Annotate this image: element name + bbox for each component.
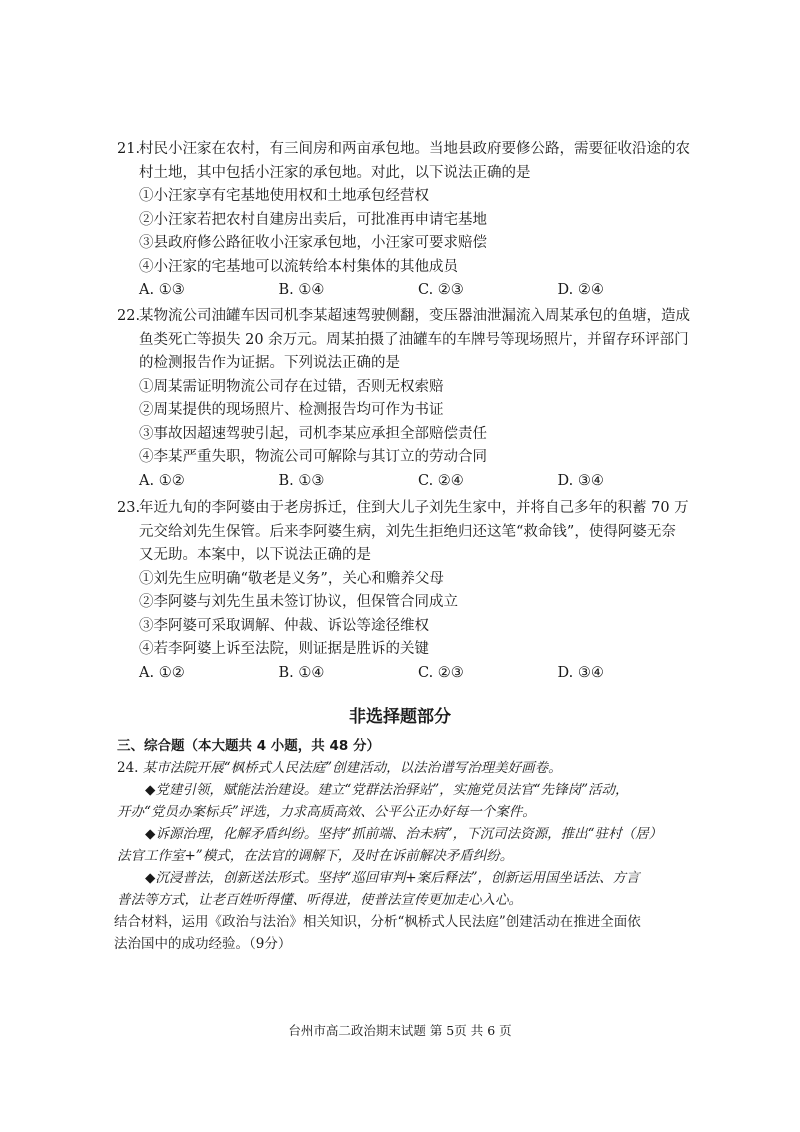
choice-c: C. ②④ [418, 472, 464, 489]
choice-a: A. ①② [139, 664, 185, 681]
option-2: ②周某提供的现场照片、检测报告均可作为书证 [139, 402, 444, 418]
question-22 [117, 305, 697, 493]
material-point-3-cont: 普法等方式，让老百姓听得懂、听得进，使普法宣传更加走心入心。 [117, 892, 522, 908]
question-24-intro: 某市法院开展“枫桥式人民法庭”创建活动，以法治谱写治理美好画卷。 [142, 760, 562, 776]
question-number: 21. [117, 141, 141, 157]
material-point-2-cont: 法官工作室+”模式，在法官的调解下，及时在诉前解决矛盾纠纷。 [117, 848, 514, 864]
choice-c: C. ②③ [418, 664, 464, 681]
task-line-2: 法治国中的成功经验。（9分） [114, 936, 292, 952]
question-24-intro-line [117, 757, 707, 779]
option-3: ③李阿婆可采取调解、仲裁、诉讼等途径维权 [139, 617, 429, 634]
question-21 [117, 138, 697, 303]
option-1: ①刘先生应明确“敬老是义务”，关心和赡养父母 [139, 570, 444, 587]
stem-line: 的检测报告作为证据。下列说法正确的是 [139, 355, 400, 371]
choice-b: B. ①④ [278, 282, 325, 298]
question-number: 24. [117, 760, 139, 776]
material-point-3: ◆沉浸普法，创新送法形式。坚持“巡回审判+案后释法”，创新运用国坐话法、方言 [145, 870, 640, 886]
option-4: ④小汪家的宅基地可以流转给本村集体的其他成员 [139, 258, 458, 275]
comprehensive-section [114, 735, 707, 955]
option-3: ③事故因超速驾驶引起，司机李某应承担全部赔偿责任 [139, 425, 487, 442]
question-22-stem [117, 305, 697, 329]
section-title: 非选择题部分 [349, 707, 451, 727]
material-point-2: ◆诉源治理，化解矛盾纠纷。坚持“抓前端、治未病”，下沉司法资源，推出“驻村（居） [145, 826, 663, 842]
option-1: ①小汪家享有宅基地使用权和土地承包经营权 [139, 188, 429, 204]
choice-a: A. ①② [139, 472, 185, 489]
answer-choices [117, 662, 697, 686]
answer-choices [117, 470, 697, 494]
choice-d: D. ③④ [557, 472, 604, 489]
stem-line: 某物流公司油罐车因司机李某超速驾驶侧翻，变压器油泄漏流入周某承包的鱼塘，造成 [139, 308, 690, 324]
answer-choices [117, 279, 697, 303]
stem-line: 又无助。本案中，以下说法正确的是 [139, 547, 371, 563]
stem-line: 村土地，其中包括小汪家的承包地。对此，以下说法正确的是 [139, 164, 531, 181]
page-footer: 台州市高二政治期末试题 第 5页 共 6 页 [288, 1023, 512, 1038]
choice-d: D. ②④ [557, 282, 604, 298]
option-4: ④若李阿婆上诉至法院，则证据是胜诉的关键 [139, 641, 429, 657]
choice-b: B. ①④ [278, 664, 325, 681]
stem-line: 元交给刘先生保管。后来李阿婆生病，刘先生拒绝归还这笔“救命钱”，使得阿婆无奈 [139, 523, 676, 540]
question-23 [117, 497, 697, 685]
section-heading: 三、综合题（本大题共 4 小题，共 48 分） [117, 738, 380, 754]
option-1: ①周某需证明物流公司存在过错，否则无权索赔 [139, 378, 444, 395]
task-line-1: 结合材料，运用《政治与法治》相关知识，分析“枫桥式人民法庭”创建活动在推进全面依 [114, 914, 641, 930]
question-21-stem [117, 138, 697, 162]
choice-a: A. ①③ [139, 282, 185, 298]
stem-line: 年近九旬的李阿婆由于老房拆迁，住到大儿子刘先生家中，并将自己多年的积蓄 70 万 [139, 500, 689, 516]
option-2: ②李阿婆与刘先生虽未签订协议，但保管合同成立 [139, 594, 458, 610]
question-number: 23. [117, 500, 141, 516]
stem-line: 村民小汪家在农村，有三间房和两亩承包地。当地县政府要修公路，需要征收沿途的农 [139, 141, 690, 157]
choice-d: D. ③④ [557, 664, 604, 681]
material-point-1-cont: 开办“党员办案标兵”评选，力求高质高效、公平公正办好每一个案件。 [117, 804, 536, 820]
choice-c: C. ②③ [418, 282, 464, 298]
material-point-1: ◆党建引领，赋能法治建设。建立“党群法治驿站”，实施党员法官“先锋岗”活动， [145, 782, 629, 798]
choice-b: B. ①③ [278, 472, 325, 489]
question-23-stem [117, 497, 697, 521]
option-2: ②小汪家若把农村自建房出卖后，可批准再申请宅基地 [139, 211, 487, 228]
option-4: ④李某严重失职，物流公司可解除与其订立的劳动合同 [139, 449, 487, 465]
option-3: ③县政府修公路征收小汪家承包地，小汪家可要求赔偿 [139, 235, 487, 251]
stem-line: 鱼类死亡等损失 20 余万元。周某拍摄了油罐车的车牌号等现场照片，并留存环评部门 [139, 331, 689, 348]
question-number: 22. [117, 308, 141, 324]
